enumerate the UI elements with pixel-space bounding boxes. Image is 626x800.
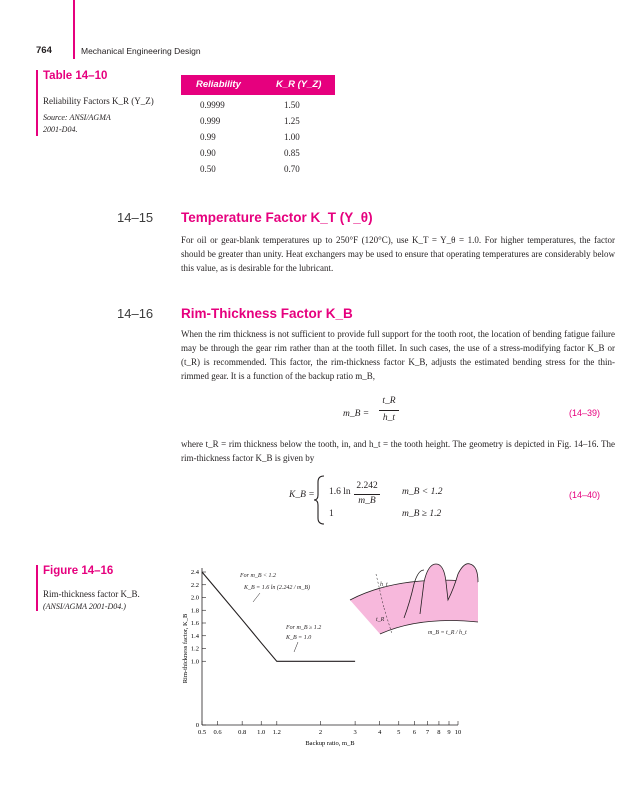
table-cell-kr: 0.85 <box>284 148 300 158</box>
table-col-kr: K_R (Y_Z) <box>276 79 322 90</box>
table-side-rule <box>36 70 38 136</box>
table-cell-reliability: 0.999 <box>200 116 221 126</box>
x-tick-label: 9 <box>447 729 451 736</box>
y-tick-label: 0 <box>195 722 199 730</box>
eq1-fraction-line <box>379 410 399 411</box>
page-number: 764 <box>36 45 52 56</box>
y-tick-label: 1.6 <box>190 620 199 628</box>
eq2-case2-condition: m_B ≥ 1.2 <box>402 509 442 519</box>
annotation1-leader <box>253 593 260 602</box>
table-source-line1: Source: ANSI/AGMA <box>43 113 111 122</box>
table-cell-kr: 1.50 <box>284 100 300 110</box>
y-tick-label: 1.0 <box>190 658 199 666</box>
section2-title: Rim-Thickness Factor K_B <box>181 306 353 321</box>
eq2-lhs: K_B = <box>289 490 315 500</box>
eq1-numerator: t_R <box>382 396 396 406</box>
annotation1-line2: K_B = 1.6 ln (2.242 / m_B) <box>244 585 311 591</box>
x-tick-label: 1.2 <box>272 729 281 736</box>
eq2-case1-denominator: m_B <box>358 496 376 506</box>
x-tick-label: 0.8 <box>238 729 247 736</box>
annotation2-line1: For m_B ≥ 1.2 <box>286 625 322 631</box>
annotation2-leader <box>294 642 298 652</box>
figure-caption: Rim-thickness factor K_B. <box>43 589 140 599</box>
x-tick-label: 2 <box>318 729 323 736</box>
y-tick-label: 1.2 <box>190 645 199 653</box>
y-tick-label: 1.8 <box>190 607 199 615</box>
book-title: Mechanical Engineering Design <box>81 46 201 56</box>
figure-side-rule <box>36 565 38 611</box>
figure-source: (ANSI/AGMA 2001-D04.) <box>43 602 126 611</box>
table-cell-reliability: 0.9999 <box>200 100 225 110</box>
eq2-case1-condition: m_B < 1.2 <box>402 487 443 497</box>
x-tick-label: 0.6 <box>213 729 222 736</box>
section2-number: 14–16 <box>117 306 154 321</box>
eq2-case2: 1 <box>329 509 334 519</box>
x-tick-label: 5 <box>397 729 401 736</box>
x-tick-label: 10 <box>454 729 462 736</box>
eq2-brace <box>312 474 326 526</box>
diagram-tr-label: t_R <box>376 617 385 623</box>
header-rule <box>73 0 75 59</box>
table-cell-kr: 0.70 <box>284 164 300 174</box>
table-cell-kr: 1.00 <box>284 132 300 142</box>
x-tick-label: 7 <box>425 729 430 736</box>
section1-title: Temperature Factor K_T (Y_θ) <box>181 210 373 225</box>
eq1-lhs: m_B = <box>343 409 370 419</box>
eq2-number: (14–40) <box>569 490 601 500</box>
figure-label: Figure 14–16 <box>43 565 114 577</box>
section2-paragraph2: where t_R = rim thickness below the tooth, in, and h_t = the tooth height. The geometry is depicted in Fig. 14–16. The rim-thickness factor K_B is given by <box>181 439 615 463</box>
eq2-case1-pre: 1.6 ln <box>329 487 351 497</box>
gear-rim-diagram <box>340 560 490 660</box>
table-label: Table 14–10 <box>43 70 108 82</box>
x-tick-label: 8 <box>437 729 441 736</box>
annotation2-line2: K_B = 1.0 <box>286 635 312 641</box>
eq1-denominator: h_t <box>382 413 396 423</box>
table-cell-reliability: 0.99 <box>200 132 216 142</box>
x-tick-label: 4 <box>378 729 382 736</box>
eq2-case1-numerator: 2.242 <box>356 481 378 491</box>
x-tick-label: 0.5 <box>197 729 207 736</box>
section2-paragraph1: When the rim thickness is not sufficient to provide full support for the tooth root, the location of bending fatigue failure may be through the gear rim rather than at the tooth fillet. In such cases, the use of a stress-modifying factor K_B or (t_R) is recommended. This factor, the rim-thickness factor K_B, adjusts the estimated bending stress for the thin-rimmed gear. It is a function of the backup ratio m_B, <box>181 329 615 381</box>
annotation1-line1: For m_B < 1.2 <box>240 573 277 579</box>
y-tick-label: 2.0 <box>190 594 199 602</box>
eq1-number: (14–39) <box>569 408 601 418</box>
y-tick-label: 2.2 <box>190 581 199 589</box>
x-tick-label: 3 <box>353 729 357 736</box>
y-tick-label: 1.4 <box>190 632 199 640</box>
table-cell-reliability: 0.90 <box>200 148 216 158</box>
x-tick-label: 6 <box>412 729 416 736</box>
y-tick-label: 2.4 <box>190 569 199 577</box>
table-cell-reliability: 0.50 <box>200 164 216 174</box>
table-cell-kr: 1.25 <box>284 116 300 126</box>
diagram-ht-label: h_t <box>380 582 388 588</box>
x-tick-label: 1.0 <box>257 729 266 736</box>
table-source-line2: 2001-D04. <box>43 125 78 134</box>
diagram-mb-label: m_B = t_R / h_t <box>428 630 467 636</box>
x-axis-title: Backup ratio, m_B <box>305 740 355 747</box>
y-axis-title: Rim-thickness factor, K_B <box>182 613 189 684</box>
section1-number: 14–15 <box>117 210 154 225</box>
eq2-case1-fraction-line <box>354 494 380 495</box>
section1-paragraph: For oil or gear-blank temperatures up to 250°F (120°C), use K_T = Y_θ = 1.0. For higher temperatures, the factor should be greater than unity. Heat exchangers may be used to ensure that operating temperatures are considerably below this value, as is desirable for the lubricant. <box>181 235 615 273</box>
table-caption: Reliability Factors K_R (Y_Z) <box>43 96 154 106</box>
table-col-reliability: Reliability <box>196 79 241 90</box>
